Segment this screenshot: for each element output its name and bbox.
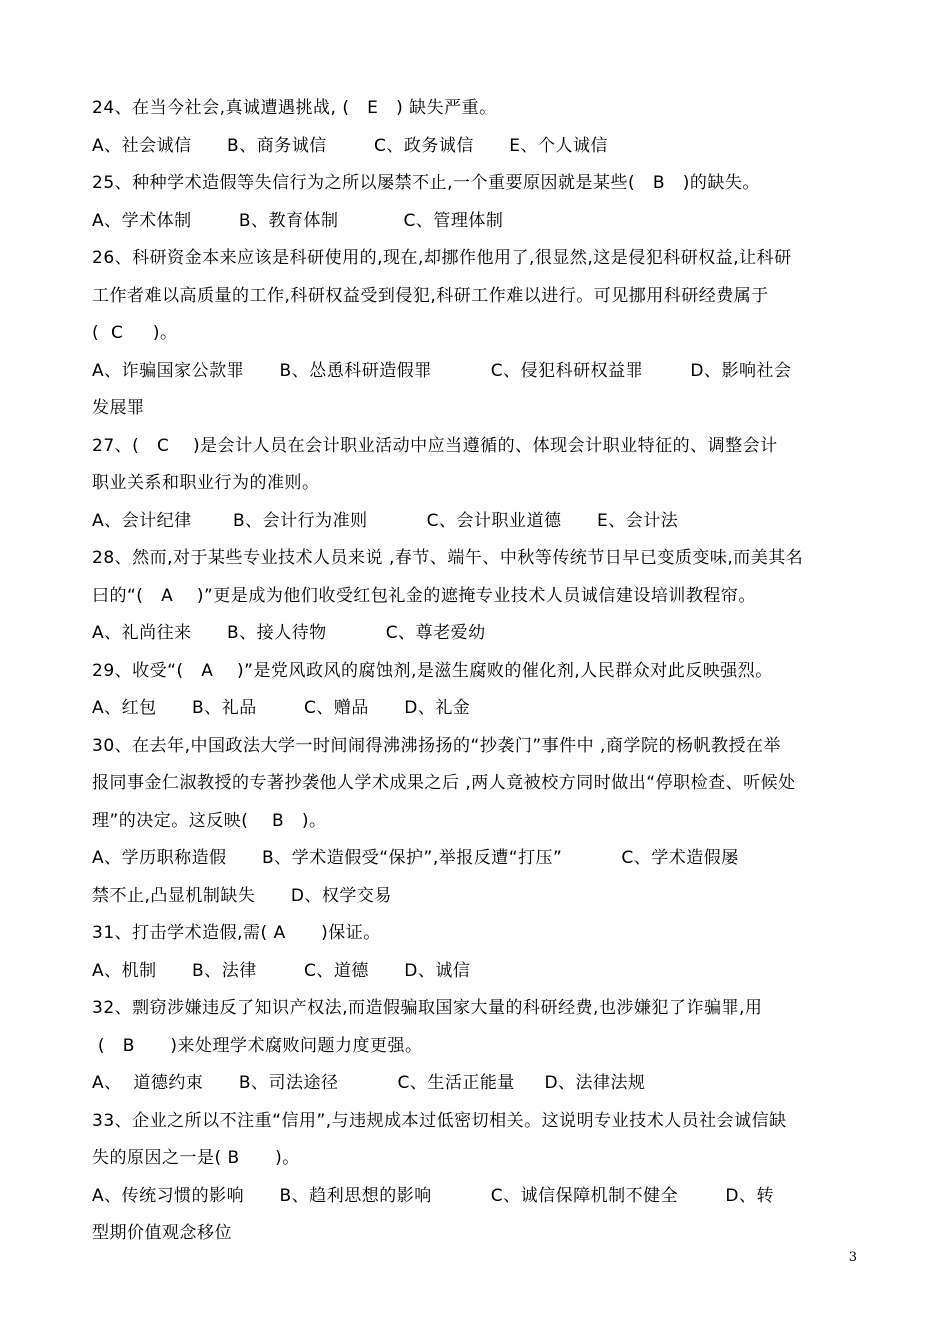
- question-32-stem-line-1: 32、剽窃涉嫌违反了知识产权法,而造假骗取国家大量的科研经费,也涉嫌犯了诈骗罪,用: [92, 998, 763, 1018]
- question-26-stem-line-3: ( C )。: [92, 323, 178, 343]
- question-26-options-line-2: 发展罪: [92, 398, 145, 418]
- question-33-stem-line-1: 33、企业之所以不注重“信用”,与违规成本过低密切相关。这说明专业技术人员社会诚信缺: [92, 1110, 787, 1131]
- question-29-stem: 29、收受“( A )”是党风政风的腐蚀剂,是滋生腐败的催化剂,人民群众对此反映强烈。: [92, 660, 773, 681]
- question-25-options: A、学术体制 B、教育体制 C、管理体制: [92, 210, 504, 231]
- question-33-options-line-2: 型期价值观念移位: [92, 1223, 232, 1243]
- question-30-stem-line-2: 报同事金仁淑教授的专著抄袭他人学术成果之后 ,两人竟被校方同时做出“停职检查、听候处: [92, 773, 796, 793]
- question-26-stem-line-2: 工作者难以高质量的工作,科研权益受到侵犯,科研工作难以进行。可见挪用科研经费属于: [92, 285, 769, 306]
- question-27-options: A、会计纪律 B、会计行为准则 C、会计职业道德 E、会计法: [92, 510, 679, 531]
- question-30-options-line-1: A、学历职称造假 B、学术造假受“保护”,举报反遭“打压” C、学术造假屡: [92, 848, 739, 868]
- question-32-options: A、 道德约束 B、司法途径 C、生活正能量 D、法律法规: [92, 1073, 646, 1093]
- question-25-stem: 25、种种学术造假等失信行为之所以屡禁不止,一个重要原因就是某些( B )的缺失。: [92, 173, 760, 193]
- question-33-options-line-1: A、传统习惯的影响 B、趋利思想的影响 C、诚信保障机制不健全 D、转: [92, 1185, 774, 1206]
- question-26-stem-line-1: 26、科研资金本来应该是科研使用的,现在,却挪作他用了,很显然,这是侵犯科研权益,让科研: [92, 248, 792, 268]
- page-number: 3: [848, 1250, 857, 1265]
- question-32-stem-line-2: ( B )来处理学术腐败问题力度更强。: [92, 1035, 423, 1056]
- question-26-options-line-1: A、诈骗国家公款罪 B、怂恿科研造假罪 C、侵犯科研权益罪 D、影响社会: [92, 360, 792, 381]
- question-24-options: A、社会诚信 B、商务诚信 C、政务诚信 E、个人诚信: [92, 135, 608, 156]
- question-30-stem-line-3: 理”的决定。这反映( B )。: [92, 810, 327, 831]
- question-27-stem-line-1: 27、( C )是会计人员在会计职业活动中应当遵循的、体现会计职业特征的、调整会计: [92, 435, 778, 456]
- question-list: [92, 90, 864, 1253]
- question-30-options-line-2: 禁不止,凸显机制缺失 D、权学交易: [92, 885, 392, 906]
- question-31-options: A、机制 B、法律 C、道德 D、诚信: [92, 960, 471, 981]
- question-33-stem-line-2: 失的原因之一是( B )。: [92, 1148, 300, 1168]
- question-24-stem: 24、在当今社会,真诚遭遇挑战, ( E ) 缺失严重。: [92, 98, 497, 118]
- question-31-stem: 31、打击学术造假,需( A )保证。: [92, 923, 381, 943]
- question-30-stem-line-1: 30、在去年,中国政法大学一时间闹得沸沸扬扬的“抄袭门”事件中 ,商学院的杨帆教授在举: [92, 735, 781, 756]
- question-27-stem-line-2: 职业关系和职业行为的准则。: [92, 473, 320, 493]
- question-28-stem-line-1: 28、然而,对于某些专业技术人员来说 ,春节、端午、中秋等传统节日早已变质变味,而美其名: [92, 548, 804, 568]
- question-29-options: A、红包 B、礼品 C、赠品 D、礼金: [92, 698, 471, 718]
- question-28-options: A、礼尚往来 B、接人待物 C、尊老爱幼: [92, 623, 486, 643]
- question-28-stem-line-2: 曰的“( A )”更是成为他们收受红包礼金的遮掩专业技术人员诚信建设培训教程帘。: [92, 585, 756, 606]
